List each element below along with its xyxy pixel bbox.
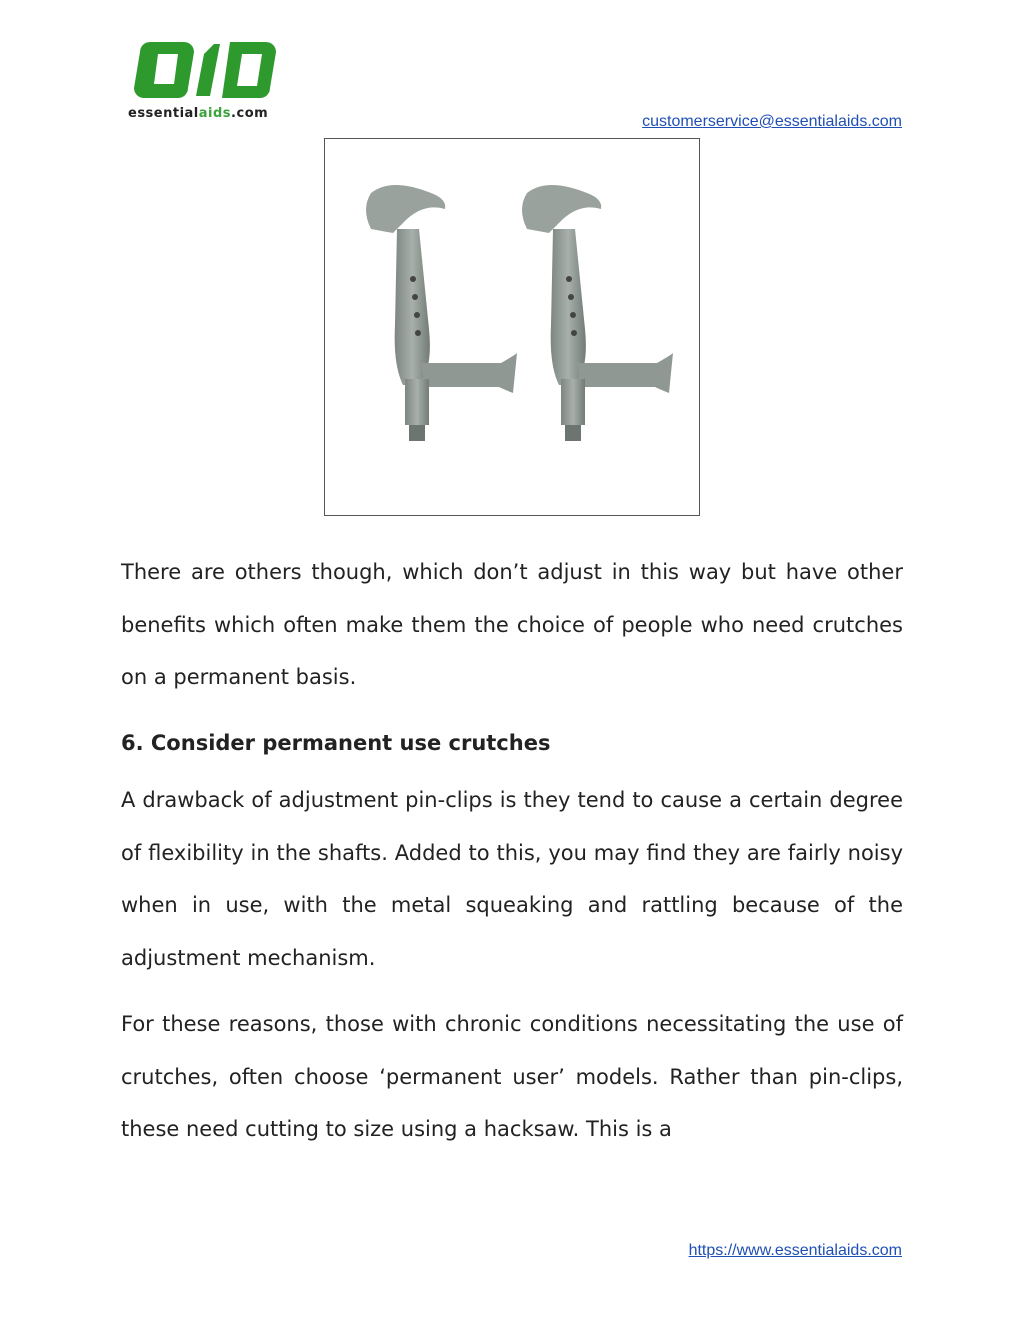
article-body-2 [121, 774, 903, 984]
paragraph-others: There are others though, which don’t adjust in this way but have other benefits which often make them the choice of people who need crutches on a permanent basis. [121, 560, 903, 689]
section-heading: 6. Consider permanent use crutches [121, 731, 551, 755]
section-heading-wrap [121, 728, 903, 758]
customer-service-email-link[interactable]: customerservice@essentialaids.com [642, 113, 902, 130]
article-body-3 [121, 998, 903, 1156]
logo-wordmark: essentialaids.com [128, 106, 269, 121]
paragraph-drawback: A drawback of adjustment pin-clips is they tend to cause a certain degree of flexibility in the shafts. Added to this, you may find they are fairly noisy when in use, with the metal squeaking and rattling because of the adjustment mechanism. [121, 788, 903, 970]
paragraph-reasons: For these reasons, those with chronic conditions necessitating the use of crutches, often choose ‘permanent user’ models. Rather than pin-clips, these need cutting to size using a hacksaw. This is a [121, 1012, 903, 1141]
crutch-right [522, 185, 673, 441]
crutches-image [324, 138, 700, 516]
crutch-left [366, 185, 517, 441]
article-body [121, 546, 903, 704]
footer-website-link[interactable]: https://www.essentialaids.com [688, 1242, 902, 1259]
